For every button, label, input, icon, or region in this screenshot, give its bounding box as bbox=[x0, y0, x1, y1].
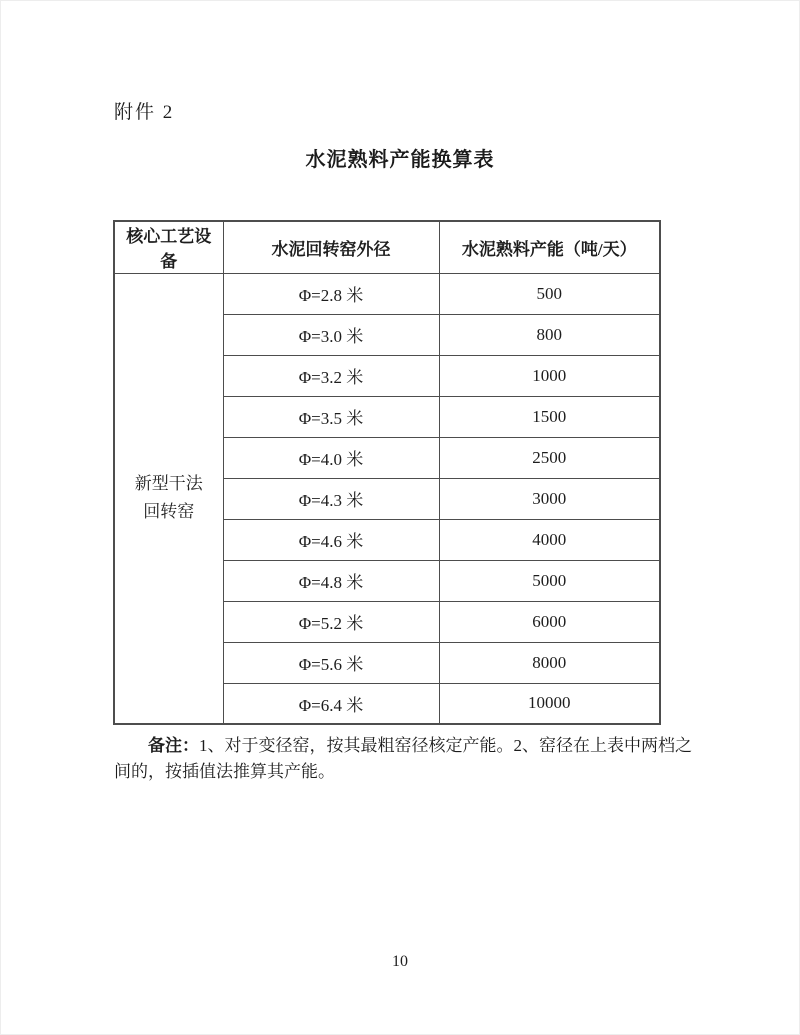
equipment-line1: 新型干法 bbox=[134, 474, 203, 494]
diameter-cell: Φ=4.8 米 bbox=[223, 560, 439, 601]
capacity-cell: 10000 bbox=[439, 683, 660, 724]
table-header-row bbox=[114, 221, 660, 273]
page-title: 水泥熟料产能换算表 bbox=[305, 149, 495, 171]
diameter-cell: Φ=4.3 米 bbox=[223, 478, 439, 519]
header-capacity: 水泥熟料产能（吨/天） bbox=[439, 221, 660, 273]
capacity-cell: 2500 bbox=[439, 437, 660, 478]
table-row bbox=[114, 273, 660, 314]
equipment-line2: 回转窑 bbox=[143, 502, 195, 522]
capacity-table-wrap bbox=[113, 220, 661, 725]
diameter-cell: Φ=4.0 米 bbox=[223, 437, 439, 478]
diameter-cell: Φ=3.2 米 bbox=[223, 355, 439, 396]
capacity-table bbox=[113, 220, 661, 725]
capacity-cell: 1500 bbox=[439, 396, 660, 437]
diameter-cell: Φ=5.2 米 bbox=[223, 601, 439, 642]
diameter-cell: Φ=5.6 米 bbox=[223, 642, 439, 683]
diameter-cell: Φ=4.6 米 bbox=[223, 519, 439, 560]
equipment-merged-cell bbox=[114, 273, 223, 724]
page-number: 10 bbox=[392, 953, 408, 970]
capacity-cell: 4000 bbox=[439, 519, 660, 560]
header-equipment: 核心工艺设备 bbox=[114, 221, 223, 273]
diameter-cell: Φ=2.8 米 bbox=[223, 273, 439, 314]
diameter-cell: Φ=6.4 米 bbox=[223, 683, 439, 724]
diameter-cell: Φ=3.5 米 bbox=[223, 396, 439, 437]
diameter-cell: Φ=3.0 米 bbox=[223, 314, 439, 355]
capacity-cell: 500 bbox=[439, 273, 660, 314]
capacity-cell: 6000 bbox=[439, 601, 660, 642]
capacity-cell: 5000 bbox=[439, 560, 660, 601]
footnote bbox=[114, 733, 692, 785]
attachment-label: 附件 2 bbox=[114, 102, 175, 123]
capacity-cell: 8000 bbox=[439, 642, 660, 683]
capacity-cell: 800 bbox=[439, 314, 660, 355]
footnote-label: 备注： bbox=[148, 736, 199, 755]
capacity-cell: 3000 bbox=[439, 478, 660, 519]
footnote-text: 1、对于变径窑，按其最粗窑径核定产能。2、窑径在上表中两档之间的，按插值法推算其产能。 bbox=[114, 736, 692, 781]
header-diameter: 水泥回转窑外径 bbox=[223, 221, 439, 273]
capacity-cell: 1000 bbox=[439, 355, 660, 396]
